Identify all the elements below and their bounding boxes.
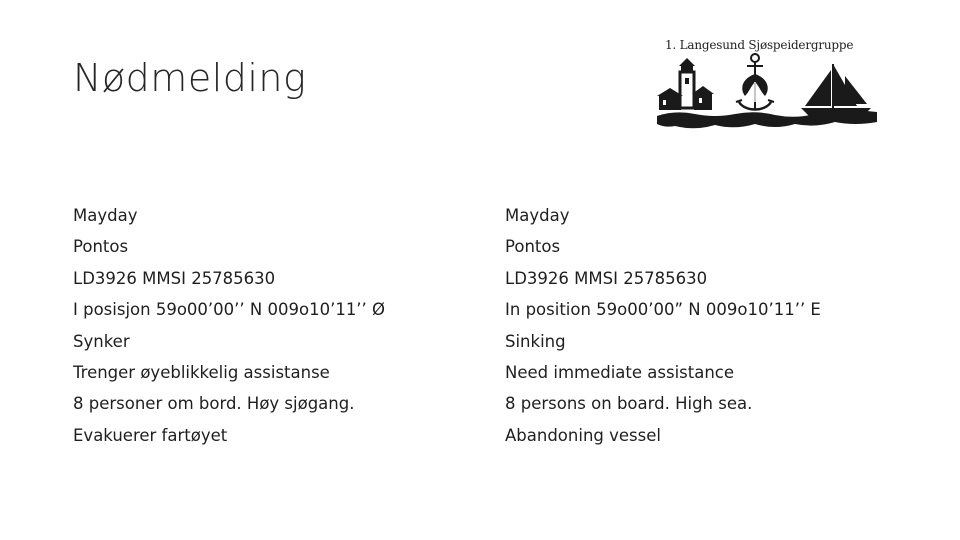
- no-line: Synker: [73, 331, 130, 351]
- norwegian-message: [73, 200, 385, 451]
- no-line: Trenger øyeblikkelig assistanse: [73, 362, 330, 382]
- scout-emblem-icon: [736, 54, 774, 110]
- no-line: 8 personer om bord. Høy sjøgang.: [73, 394, 355, 414]
- logo-graphic: [655, 52, 880, 134]
- sailboat-icon: [801, 64, 871, 116]
- slide-title: Nødmelding: [73, 56, 307, 100]
- no-line: Pontos: [73, 237, 129, 257]
- logo-caption: 1. Langesund Sjøspeidergruppe: [665, 38, 854, 52]
- en-line: Abandoning vessel: [505, 425, 661, 445]
- en-line: Mayday: [505, 206, 570, 225]
- en-line: In position 59o00’00” N 009o10’11’’ E: [505, 300, 821, 320]
- en-line: Need immediate assistance: [505, 362, 735, 382]
- en-line: Sinking: [505, 331, 566, 351]
- no-line: Mayday: [73, 206, 138, 225]
- lighthouse-icon: [657, 58, 714, 110]
- en-line: 8 persons on board. High sea.: [505, 394, 753, 414]
- no-line: I posisjon 59o00’00’’ N 009o10’11’’ Ø: [73, 300, 386, 320]
- en-line: Pontos: [505, 237, 561, 257]
- scout-group-logo: [655, 34, 880, 134]
- en-line: LD3926 MMSI 25785630: [505, 268, 708, 288]
- english-message: [505, 200, 821, 451]
- no-line: LD3926 MMSI 25785630: [73, 268, 276, 288]
- no-line: Evakuerer fartøyet: [73, 425, 228, 445]
